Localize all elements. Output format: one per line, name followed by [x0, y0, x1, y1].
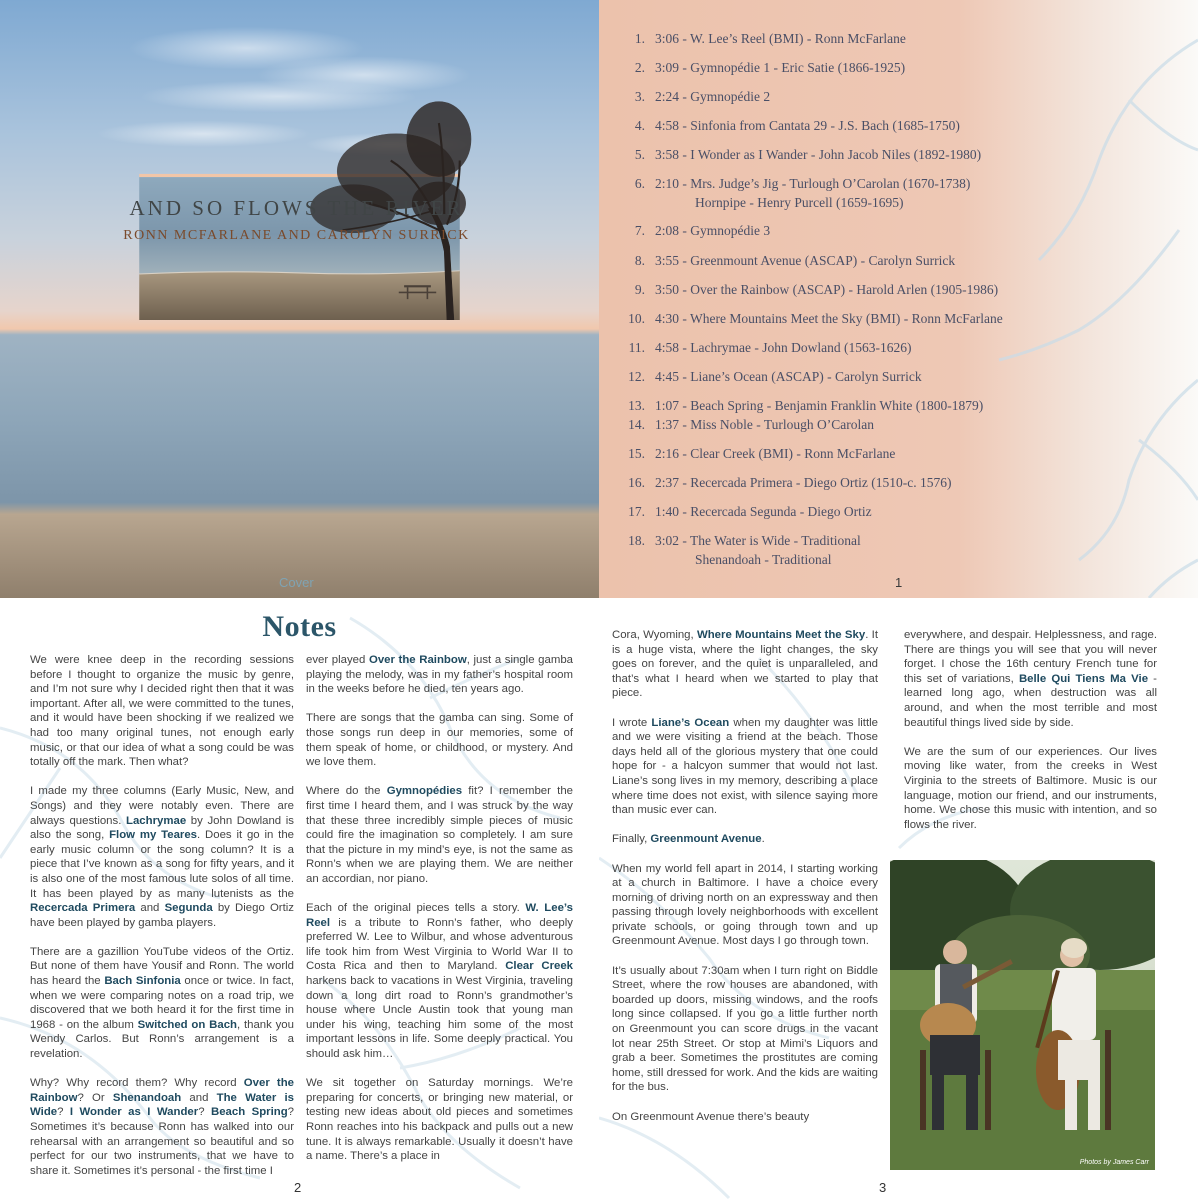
song-title-highlight: W. Lee’s Reel	[306, 902, 574, 929]
notes-paragraph	[306, 901, 573, 1062]
track-number: 17.	[628, 504, 645, 519]
song-title-highlight: I Wonder as I Wander	[69, 1106, 199, 1119]
track-title: 4:30 - Where Mountains Meet the Sky (BMI) - Ronn McFarlane	[655, 311, 1003, 326]
tracklist-page	[599, 0, 1198, 598]
notes-text: . Does it go in the early music column or the song column? It is a piece that I’ve known as a song for fifty years, and it is also one of the most famous lute solos of all time. It has been played by as many lutenists as the	[30, 829, 294, 900]
track-title: 4:58 - Sinfonia from Cantata 29 - J.S. Bach (1685-1750)	[655, 118, 960, 133]
song-title-highlight: Switched on Bach	[137, 1018, 237, 1031]
track-title: 1:40 - Recercada Segunda - Diego Ortiz	[655, 504, 872, 519]
song-title-highlight: Gymnopédies	[386, 785, 463, 798]
song-title-highlight: Beach Spring	[210, 1106, 288, 1119]
track-number: 1.	[634, 31, 645, 46]
notes-paragraph	[612, 716, 878, 818]
track-title: 2:37 - Recercada Primera - Diego Ortiz (1510-c. 1576)	[655, 475, 952, 490]
notes-paragraph	[612, 862, 878, 950]
notes-text: We were knee deep in the recording sessions before I thought to organize the music by genre, and I’m not sure why I decided right then that it was important. After all, we were committed to the tunes, and it would have been shocking if we realized we had too many original tunes, not enough early music, or that our idea of what a song could be was totally off the mark. Then what?	[30, 654, 294, 769]
track-title: 2:10 - Mrs. Judge’s Jig - Turlough O’Carolan (1670-1738)	[655, 176, 971, 191]
notes-text: We are the sum of our experiences. Our lives moving like water, from the creeks in West Virginia to the streets of Baltimore. Music is our language, motion our friend, and our instruments, home. We chose this music with intention, and so flows the river.	[904, 745, 1157, 831]
track-subtitle: Hornpipe - Henry Purcell (1659-1695)	[695, 195, 904, 210]
track-title: 1:07 - Beach Spring - Benjamin Franklin White (1800-1879)	[655, 398, 984, 413]
notes-text: everywhere, and despair. Helplessness, and rage. There are things you will see that you will never forget. I chose the 16th century French tune for this set of variations,	[904, 629, 1157, 685]
notes-text: by Diego Ortiz have been played by gamba players.	[30, 902, 294, 929]
notes-title: Notes	[262, 610, 337, 643]
notes-text: ? Or	[77, 1091, 113, 1104]
notes-text: - learned long ago, when destruction was all around, and when the most terrible and most beautiful things lived side by side.	[904, 672, 1157, 729]
notes-text: .	[761, 833, 765, 846]
track-title: 3:09 - Gymnopédie 1 - Eric Satie (1866-1925)	[655, 60, 906, 75]
track-number: 5.	[634, 147, 645, 162]
notes-text: , thank you Wendy Carlos. But Ronn’s arrangement is a revelation.	[30, 1018, 294, 1061]
notes-page-left	[0, 598, 599, 1200]
track-number: 9.	[634, 282, 645, 297]
track-title: 2:16 - Clear Creek (BMI) - Ronn McFarlane	[655, 446, 896, 461]
notes-text: There are a gazillion YouTube videos of the Ortiz. But none of them have Yousif and Ronn. The world has heard the	[30, 945, 294, 988]
sky-clouds	[0, 0, 599, 320]
track-number: 12.	[628, 369, 645, 384]
album-cover	[0, 0, 599, 598]
album-title: AND SO FLOWS THE RIVER	[129, 196, 464, 220]
song-title-highlight: Lachrymae	[126, 814, 187, 827]
track-number: 2.	[634, 60, 645, 75]
photo-image	[890, 860, 1155, 1170]
page-number: 3	[879, 1180, 887, 1195]
track-title: 3:06 - W. Lee’s Reel (BMI) - Ronn McFarlane	[655, 31, 906, 46]
notes-text: when my daughter was little and we were visiting a friend at the beach. Those days held all of the glorious mystery that one could hope for - a halcyon summer that would not last. Liane’s song lives in my memory, describing a place where time does not exist, with silence saying more than music ever can.	[612, 716, 878, 817]
track-title: 1:37 - Miss Noble - Turlough O’Carolan	[655, 417, 874, 432]
notes-paragraph	[30, 653, 294, 770]
track-number: 7.	[634, 223, 645, 238]
notes-text: When my world fell apart in 2014, I starting working at a church in Baltimore. I have a choice every morning of driving north on an expressway and then passing through lovely neighborhoods with excellent private schools, or going through town and up Greenmount Avenue. Most days I go through town.	[612, 862, 878, 948]
notes-text: It’s usually about 7:30am when I turn right on Biddle Street, where the row houses are abandoned, with boarded up doors, missing windows, and the roofs long since collapsed. If you go a little further north on Greenmount you can score drugs in the vacant lot near 25th Street. Or stop at Mimi’s Liquors and grab a beer. Sometimes the prostitutes are coming home, still dressed for work. And the kids are waiting for the bus.	[612, 964, 878, 1094]
page-number: 1	[895, 575, 903, 590]
notes-text: ?	[198, 1106, 211, 1119]
notes-text: Finally,	[612, 833, 651, 846]
song-title-highlight: Liane’s Ocean	[651, 716, 730, 729]
cover-label: Cover	[279, 575, 314, 590]
notes-paragraph	[904, 628, 1157, 730]
notes-text: Each of the original pieces tells a story.	[306, 902, 526, 915]
notes-text: Where do the	[306, 785, 387, 798]
page-number: 2	[294, 1180, 302, 1195]
notes-paragraph	[612, 964, 878, 1095]
track-number: 13.	[628, 398, 645, 413]
notes-text: ever played	[306, 654, 369, 666]
song-title-highlight: Over the Rainbow	[368, 654, 467, 666]
notes-paragraph	[612, 1110, 878, 1125]
notes-text: I wrote	[612, 716, 652, 729]
musicians-photo	[890, 860, 1155, 1170]
notes-text: We sit together on Saturday mornings. We’re preparing for concerts, or bringing new material, or testing new ideas about old pieces and sometimes Ronn reaches into his backpack and pulls out a new tune. It is always remarkable. Usually it doesn’t have a name. There’s a place in	[306, 1077, 573, 1163]
track-number: 11.	[628, 340, 645, 355]
notes-paragraph	[30, 1076, 294, 1178]
track-subtitle: Shenandoah - Traditional	[695, 552, 832, 567]
track-number: 3.	[634, 89, 645, 104]
notes-paragraph	[30, 945, 294, 1062]
notes-column-1	[30, 653, 294, 1193]
song-title-highlight: Over the Rainbow	[30, 1077, 294, 1104]
track-number: 4.	[634, 118, 645, 133]
track-title: 4:45 - Liane’s Ocean (ASCAP) - Carolyn Surrick	[655, 369, 922, 384]
song-title-highlight: Bach Sinfonia	[104, 975, 181, 988]
track-title: 2:08 - Gymnopédie 3	[655, 223, 771, 238]
track-number: 16.	[628, 475, 645, 490]
notes-text: harkens back to vacations in West Virginia, traveling down a long dirt road to Ronn’s grandmother’s house where Uncle Austin took that young man under his wing, teaching him some of the most important lessons in life. Some deeply practical. You should ask him…	[306, 975, 573, 1061]
notes-paragraph	[306, 1076, 573, 1164]
song-title-highlight: The Water is Wide	[30, 1091, 294, 1119]
track-number: 6.	[634, 176, 645, 191]
track-number: 10.	[628, 311, 645, 326]
song-title-highlight: Flow my Teares	[109, 829, 198, 842]
track-number: 15.	[628, 446, 645, 461]
track-title: 3:02 - The Water is Wide - Traditional	[655, 533, 861, 548]
notes-paragraph	[612, 832, 878, 847]
song-title-highlight: Greenmount Avenue	[650, 833, 762, 846]
album-artists: RONN MCFARLANE AND CAROLYN SURRICK	[123, 228, 470, 243]
notes-text: is a tribute to Ronn’s father, who deeply preferred W. Lee to Wilbur, and whose adventurous life took him from West Virginia to World War II to Costa Rica and then to Maryland.	[306, 916, 573, 973]
notes-text: On Greenmount Avenue there’s beauty	[612, 1110, 810, 1123]
notes-text: . It is a huge vista, where the light changes, the sky goes on forever, and the quiet is unparalleled, and that’s what I heard when we started to play that piece.	[612, 629, 878, 700]
photo-credit: Photos by James Carr	[1079, 1159, 1149, 1166]
song-title-highlight: Recercada Primera	[30, 902, 136, 915]
notes-paragraph	[30, 784, 294, 930]
song-title-highlight: Shenandoah	[112, 1091, 182, 1104]
track-title: 3:58 - I Wonder as I Wander - John Jacob Niles (1892-1980)	[655, 147, 982, 162]
track-title: 3:55 - Greenmount Avenue (ASCAP) - Carolyn Surrick	[655, 253, 956, 268]
notes-paragraph	[306, 784, 573, 886]
track-title: 4:58 - Lachrymae - John Dowland (1563-1626)	[655, 340, 912, 355]
notes-text: and	[135, 902, 165, 915]
notes-paragraph	[306, 711, 573, 769]
song-title-highlight: Where Mountains Meet the Sky	[696, 629, 866, 641]
notes-text: I made my three columns (Early Music, New, and Songs) and they were notably even. There are always questions.	[30, 785, 294, 827]
notes-text: Cora, Wyoming,	[612, 629, 697, 641]
notes-text: by John Dowland is also the song,	[30, 814, 294, 842]
track-number: 8.	[634, 253, 645, 268]
notes-text: , just a single gamba playing the melody, was in my father’s hospital room in the weeks before he died, ten years ago.	[306, 654, 573, 696]
notes-column-4	[904, 628, 1157, 847]
notes-text: ? Sometimes it’s because Ronn has walked into our rehearsal with an arrangement so beautiful and so perfect for our two instruments, that we have to share it. Sometimes it’s personal - the first time I	[30, 1106, 295, 1177]
notes-text: Why? Why record them? Why record	[30, 1077, 244, 1090]
notes-paragraph	[306, 653, 573, 697]
branch-watermark	[979, 0, 1198, 598]
song-title-highlight: Segunda	[164, 902, 213, 915]
notes-text: There are songs that the gamba can sing. Some of those songs run deep in our memories, some of them speak of home, or childhood, or mystery. And we love them.	[306, 712, 573, 769]
song-title-highlight: Belle Qui Tiens Ma Vie	[1018, 672, 1149, 685]
track-title: 2:24 - Gymnopédie 2	[655, 89, 771, 104]
track-number: 14.	[628, 417, 645, 432]
notes-text: and	[181, 1091, 217, 1104]
notes-column-2	[306, 653, 573, 1178]
track-title: 3:50 - Over the Rainbow (ASCAP) - Harold Arlen (1905-1986)	[655, 282, 999, 297]
notes-text: once or twice. In fact, when we were comparing notes on a road trip, we discovered that we both heard it for the first time in 1968 - on the album	[30, 975, 295, 1031]
notes-paragraph	[904, 745, 1157, 833]
song-title-highlight: Clear Creek	[505, 960, 574, 973]
notes-text: ?	[57, 1106, 70, 1119]
notes-column-3	[612, 628, 878, 1139]
notes-text: fit? I remember the first time I heard them, and I was struck by the way that these three incredibly simple pieces of music could fire the imagination so completely. I am sure that the picture in my mind’s eye, is not the same as Ronn’s when we are playing them. We are neither an accordian, nor piano.	[306, 785, 573, 885]
notes-paragraph	[612, 628, 878, 701]
track-number: 18.	[628, 533, 645, 548]
